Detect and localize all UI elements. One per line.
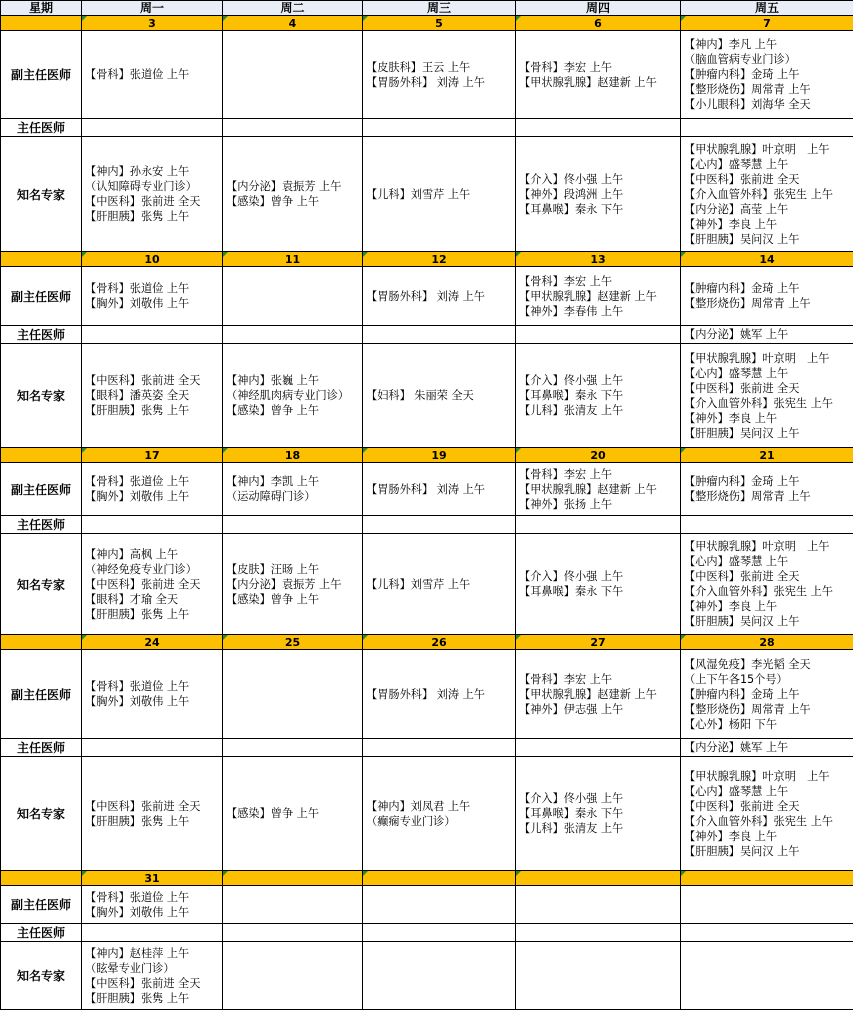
doctor-entry: 【肝胆胰】吴问汉 上午	[684, 426, 853, 441]
deputy-chief-role-label: 副主任医师	[1, 267, 82, 326]
schedule-cell	[516, 650, 681, 739]
schedule-cell	[82, 942, 223, 1010]
chief-row	[1, 516, 853, 534]
schedule-cell	[223, 326, 363, 344]
schedule-cell	[681, 650, 853, 739]
schedule-cell	[516, 326, 681, 344]
schedule-cell	[223, 757, 363, 871]
schedule-cell	[363, 739, 516, 757]
monday-header: 周一	[82, 1, 223, 16]
schedule-cell	[82, 326, 223, 344]
doctor-entry: 【内分泌】高莹 上午	[684, 202, 853, 217]
schedule-cell	[681, 516, 853, 534]
doctor-entry: 【儿科】张清友 上午	[519, 403, 680, 418]
schedule-cell	[681, 924, 853, 942]
doctor-entry: 【骨科】张道俭 上午	[85, 474, 222, 489]
doctor-entry: （癫痫专业门诊）	[366, 814, 515, 829]
schedule-cell	[82, 137, 223, 252]
date-cell	[681, 871, 853, 886]
doctor-entry: 【介入血管外科】张宪生 上午	[684, 814, 853, 829]
doctor-entry: 【心内】盛琴慧 上午	[684, 784, 853, 799]
doctor-entry: 【神内】赵桂萍 上午	[85, 946, 222, 961]
doctor-entry: （上下午各15个号）	[684, 672, 853, 687]
date-cell	[223, 871, 363, 886]
schedule-cell	[363, 924, 516, 942]
schedule-cell	[681, 137, 853, 252]
schedule-cell	[223, 344, 363, 448]
schedule-cell	[363, 344, 516, 448]
doctor-entry: 【骨科】李宏 上午	[519, 467, 680, 482]
doctor-entry: 【胸外】刘敬伟 上午	[85, 296, 222, 311]
date-cell: 20	[516, 448, 681, 463]
schedule-cell	[82, 119, 223, 137]
doctor-entry: 【神外】李良 上午	[684, 411, 853, 426]
schedule-cell	[363, 31, 516, 119]
chief-role-label: 主任医师	[1, 516, 82, 534]
doctor-entry: 【骨科】张道俭 上午	[85, 281, 222, 296]
doctor-entry: 【内分泌】袁振芳 上午	[226, 577, 362, 592]
schedule-cell	[363, 516, 516, 534]
doctor-entry: 【神外】李春伟 上午	[519, 304, 680, 319]
doctor-entry: 【胸外】刘敬伟 上午	[85, 694, 222, 709]
doctor-entry: 【中医科】张前进 全天	[85, 373, 222, 388]
doctor-entry: 【胸外】刘敬伟 上午	[85, 489, 222, 504]
doctor-entry: 【神外】伊志强 上午	[519, 702, 680, 717]
date-cell: 13	[516, 252, 681, 267]
doctor-entry: 【内分泌】姚军 上午	[684, 740, 853, 755]
deputy-chief-row	[1, 267, 853, 326]
schedule-cell	[516, 137, 681, 252]
schedule-cell	[82, 924, 223, 942]
date-cell: 12	[363, 252, 516, 267]
doctor-entry: 【甲状腺乳腺】赵建新 上午	[519, 75, 680, 90]
famous-expert-role-label: 知名专家	[1, 344, 82, 448]
schedule-cell	[681, 31, 853, 119]
doctor-entry: 【心内】盛琴慧 上午	[684, 157, 853, 172]
famous-expert-row	[1, 344, 853, 448]
date-row	[1, 635, 853, 650]
date-cell: 6	[516, 16, 681, 31]
famous-expert-row	[1, 534, 853, 635]
doctor-entry: 【肝胆胰】吴问汉 上午	[684, 844, 853, 859]
doctor-entry: 【肝胆胰】张隽 上午	[85, 814, 222, 829]
schedule-cell	[223, 137, 363, 252]
schedule-cell	[82, 739, 223, 757]
doctor-entry: 【感染】曾争 上午	[226, 403, 362, 418]
thursday-header: 周四	[516, 1, 681, 16]
doctor-entry: 【神外】李良 上午	[684, 599, 853, 614]
famous-expert-row	[1, 137, 853, 252]
doctor-entry: 【肝胆胰】张隽 上午	[85, 991, 222, 1006]
deputy-chief-row	[1, 31, 853, 119]
doctor-entry: 【肝胆胰】吴问汉 上午	[684, 232, 853, 247]
schedule-cell	[681, 739, 853, 757]
deputy-chief-role-label: 副主任医师	[1, 463, 82, 516]
deputy-chief-role-label: 副主任医师	[1, 650, 82, 739]
doctor-entry: 【介入血管外科】张宪生 上午	[684, 396, 853, 411]
deputy-chief-role-label: 副主任医师	[1, 886, 82, 924]
schedule-cell	[516, 886, 681, 924]
schedule-cell	[82, 344, 223, 448]
doctor-entry: （运动障碍门诊）	[226, 489, 362, 504]
schedule-cell	[363, 267, 516, 326]
doctor-entry: 【甲状腺乳腺】叶京明 上午	[684, 769, 853, 784]
doctor-entry: 【皮肤】汪旸 上午	[226, 562, 362, 577]
schedule-cell	[681, 534, 853, 635]
doctor-entry: 【介入】佟小强 上午	[519, 373, 680, 388]
schedule-cell	[223, 739, 363, 757]
tuesday-header: 周二	[223, 1, 363, 16]
doctor-entry: 【神外】李良 上午	[684, 217, 853, 232]
doctor-entry: 【中医科】张前进 全天	[85, 976, 222, 991]
date-cell: 11	[223, 252, 363, 267]
doctor-entry: 【小儿眼科】刘海华 全天	[684, 97, 853, 112]
doctor-entry: 【神内】孙永安 上午	[85, 164, 222, 179]
doctor-entry: 【骨科】张道俭 上午	[85, 890, 222, 905]
schedule-cell	[82, 534, 223, 635]
schedule-cell	[82, 463, 223, 516]
doctor-entry: 【介入】佟小强 上午	[519, 791, 680, 806]
famous-expert-role-label: 知名专家	[1, 534, 82, 635]
schedule-cell	[223, 267, 363, 326]
date-cell: 31	[82, 871, 223, 886]
schedule-cell	[516, 267, 681, 326]
doctor-entry: （脑血管病专业门诊）	[684, 52, 853, 67]
date-cell: 26	[363, 635, 516, 650]
schedule-cell	[82, 31, 223, 119]
schedule-cell	[681, 267, 853, 326]
doctor-entry: （认知障碍专业门诊）	[85, 179, 222, 194]
schedule-cell	[363, 463, 516, 516]
schedule-cell	[681, 344, 853, 448]
date-cell: 7	[681, 16, 853, 31]
date-cell: 14	[681, 252, 853, 267]
doctor-entry: 【整形烧伤】周常青 上午	[684, 82, 853, 97]
schedule-cell	[516, 924, 681, 942]
schedule-cell	[363, 137, 516, 252]
doctor-entry: （神经肌肉病专业门诊）	[226, 388, 362, 403]
doctor-entry: 【胸外】刘敬伟 上午	[85, 905, 222, 920]
schedule-cell	[363, 942, 516, 1010]
schedule-cell	[681, 463, 853, 516]
date-cell: 4	[223, 16, 363, 31]
doctor-entry: 【感染】曾争 上午	[226, 194, 362, 209]
schedule-cell	[363, 534, 516, 635]
doctor-entry: 【甲状腺乳腺】叶京明 上午	[684, 539, 853, 554]
doctor-entry: 【胃肠外科】 刘涛 上午	[366, 687, 515, 702]
famous-expert-role-label: 知名专家	[1, 757, 82, 871]
header-row	[1, 1, 853, 16]
schedule-cell	[82, 886, 223, 924]
doctor-entry: 【甲状腺乳腺】赵建新 上午	[519, 482, 680, 497]
date-row	[1, 252, 853, 267]
doctor-entry: 【整形烧伤】周常青 上午	[684, 702, 853, 717]
doctor-entry: 【神内】高枫 上午	[85, 547, 222, 562]
doctor-entry: 【甲状腺乳腺】叶京明 上午	[684, 351, 853, 366]
chief-role-label: 主任医师	[1, 119, 82, 137]
doctor-entry: 【心内】盛琴慧 上午	[684, 554, 853, 569]
schedule-cell	[516, 463, 681, 516]
schedule-cell	[223, 31, 363, 119]
doctor-entry: 【神内】李凡 上午	[684, 37, 853, 52]
schedule-cell	[681, 119, 853, 137]
doctor-entry: 【骨科】李宏 上午	[519, 60, 680, 75]
date-row-spacer	[1, 635, 82, 650]
date-cell: 3	[82, 16, 223, 31]
schedule-cell	[516, 534, 681, 635]
deputy-chief-row	[1, 650, 853, 739]
doctor-entry: 【中医科】张前进 全天	[85, 577, 222, 592]
doctor-entry: 【胃肠外科】 刘涛 上午	[366, 75, 515, 90]
doctor-entry: 【内分泌】袁振芳 上午	[226, 179, 362, 194]
date-cell: 18	[223, 448, 363, 463]
schedule-cell	[223, 516, 363, 534]
doctor-entry: 【肿瘤内科】金琦 上午	[684, 281, 853, 296]
schedule-cell	[516, 516, 681, 534]
doctor-entry: 【胃肠外科】 刘涛 上午	[366, 289, 515, 304]
doctor-entry: （眩晕专业门诊）	[85, 961, 222, 976]
doctor-entry: 【肿瘤内科】金琦 上午	[684, 474, 853, 489]
date-row-spacer	[1, 871, 82, 886]
doctor-entry: 【儿科】刘雪芹 上午	[366, 577, 515, 592]
schedule-cell	[82, 757, 223, 871]
doctor-entry: 【皮肤科】王云 上午	[366, 60, 515, 75]
doctor-entry: （神经免疫专业门诊）	[85, 562, 222, 577]
schedule-cell	[681, 326, 853, 344]
schedule-cell	[82, 267, 223, 326]
schedule-cell	[223, 942, 363, 1010]
date-row-spacer	[1, 252, 82, 267]
doctor-entry: 【眼科】才瑜 全天	[85, 592, 222, 607]
doctor-entry: 【神外】段鸿洲 上午	[519, 187, 680, 202]
schedule-cell	[516, 344, 681, 448]
doctor-entry: 【骨科】李宏 上午	[519, 672, 680, 687]
chief-role-label: 主任医师	[1, 924, 82, 942]
doctor-entry: 【神内】刘凤君 上午	[366, 799, 515, 814]
doctor-entry: 【耳鼻喉】秦永 下午	[519, 806, 680, 821]
date-row	[1, 16, 853, 31]
doctor-entry: 【肿瘤内科】金琦 上午	[684, 67, 853, 82]
schedule-cell	[363, 326, 516, 344]
schedule-cell	[516, 942, 681, 1010]
date-cell: 27	[516, 635, 681, 650]
doctor-entry: 【骨科】李宏 上午	[519, 274, 680, 289]
doctor-entry: 【介入血管外科】张宪生 上午	[684, 584, 853, 599]
date-cell: 21	[681, 448, 853, 463]
doctor-entry: 【介入血管外科】张宪生 上午	[684, 187, 853, 202]
doctor-entry: 【胃肠外科】 刘涛 上午	[366, 482, 515, 497]
schedule-cell	[82, 516, 223, 534]
doctor-entry: 【骨科】张道俭 上午	[85, 679, 222, 694]
doctor-entry: 【甲状腺乳腺】叶京明 上午	[684, 142, 853, 157]
doctor-entry: 【骨科】张道俭 上午	[85, 67, 222, 82]
doctor-entry: 【感染】曾争 上午	[226, 592, 362, 607]
date-cell: 24	[82, 635, 223, 650]
date-row-spacer	[1, 16, 82, 31]
doctor-entry: 【神外】张扬 上午	[519, 497, 680, 512]
doctor-entry: 【神外】李良 上午	[684, 829, 853, 844]
doctor-entry: 【神内】李凯 上午	[226, 474, 362, 489]
chief-row	[1, 739, 853, 757]
date-cell: 10	[82, 252, 223, 267]
date-cell	[363, 871, 516, 886]
schedule-cell	[363, 757, 516, 871]
doctor-entry: 【肝胆胰】张隽 上午	[85, 403, 222, 418]
doctor-entry: 【甲状腺乳腺】赵建新 上午	[519, 289, 680, 304]
date-row-spacer	[1, 448, 82, 463]
schedule-cell	[681, 757, 853, 871]
schedule-cell	[223, 119, 363, 137]
date-row	[1, 448, 853, 463]
deputy-chief-role-label: 副主任医师	[1, 31, 82, 119]
schedule-cell	[82, 650, 223, 739]
famous-expert-role-label: 知名专家	[1, 137, 82, 252]
date-cell: 19	[363, 448, 516, 463]
schedule-cell	[223, 534, 363, 635]
doctor-entry: 【肝胆胰】张隽 上午	[85, 209, 222, 224]
schedule-cell	[223, 463, 363, 516]
doctor-entry: 【整形烧伤】周常青 上午	[684, 489, 853, 504]
weekday-header: 星期	[1, 1, 82, 16]
doctor-entry: 【心内】盛琴慧 上午	[684, 366, 853, 381]
wednesday-header: 周三	[363, 1, 516, 16]
doctor-entry: 【儿科】刘雪芹 上午	[366, 187, 515, 202]
doctor-entry: 【儿科】张清友 上午	[519, 821, 680, 836]
chief-row	[1, 119, 853, 137]
doctor-entry: 【中医科】张前进 全天	[85, 799, 222, 814]
schedule-cell	[516, 739, 681, 757]
chief-role-label: 主任医师	[1, 326, 82, 344]
famous-expert-role-label: 知名专家	[1, 942, 82, 1010]
schedule-cell	[516, 757, 681, 871]
doctor-entry: 【耳鼻喉】秦永 下午	[519, 584, 680, 599]
famous-expert-row	[1, 942, 853, 1010]
date-cell: 17	[82, 448, 223, 463]
schedule-cell	[223, 650, 363, 739]
doctor-entry: 【心外】杨阳 下午	[684, 717, 853, 732]
deputy-chief-row	[1, 463, 853, 516]
doctor-entry: 【中医科】张前进 全天	[684, 569, 853, 584]
schedule-cell	[516, 119, 681, 137]
doctor-entry: 【介入】佟小强 上午	[519, 172, 680, 187]
doctor-entry: 【介入】佟小强 上午	[519, 569, 680, 584]
schedule-cell	[363, 119, 516, 137]
doctor-entry: 【风湿免疫】李光韬 全天	[684, 657, 853, 672]
famous-expert-row	[1, 757, 853, 871]
schedule-cell	[681, 942, 853, 1010]
doctor-entry: 【中医科】张前进 全天	[85, 194, 222, 209]
doctor-entry: 【肝胆胰】张隽 上午	[85, 607, 222, 622]
date-cell: 5	[363, 16, 516, 31]
schedule-cell	[363, 650, 516, 739]
schedule-cell	[516, 31, 681, 119]
schedule-cell	[223, 924, 363, 942]
date-cell	[516, 871, 681, 886]
doctor-entry: 【内分泌】姚军 上午	[684, 327, 853, 342]
doctor-entry: 【肿瘤内科】金琦 上午	[684, 687, 853, 702]
date-row	[1, 871, 853, 886]
doctor-entry: 【耳鼻喉】秦永 下午	[519, 202, 680, 217]
doctor-entry: 【耳鼻喉】秦永 下午	[519, 388, 680, 403]
chief-row	[1, 326, 853, 344]
doctor-entry: 【肝胆胰】吴问汉 上午	[684, 614, 853, 629]
friday-header: 周五	[681, 1, 853, 16]
doctor-entry: 【中医科】张前进 全天	[684, 381, 853, 396]
schedule-cell	[681, 886, 853, 924]
deputy-chief-row	[1, 886, 853, 924]
doctor-entry: 【整形烧伤】周常青 上午	[684, 296, 853, 311]
chief-role-label: 主任医师	[1, 739, 82, 757]
doctor-entry: 【眼科】潘英姿 全天	[85, 388, 222, 403]
doctor-entry: 【神内】张巍 上午	[226, 373, 362, 388]
doctor-entry: 【感染】曾争 上午	[226, 806, 362, 821]
chief-row	[1, 924, 853, 942]
date-cell: 28	[681, 635, 853, 650]
schedule-cell	[363, 886, 516, 924]
doctor-entry: 【中医科】张前进 全天	[684, 172, 853, 187]
schedule-cell	[223, 886, 363, 924]
doctor-entry: 【中医科】张前进 全天	[684, 799, 853, 814]
doctor-entry: 【甲状腺乳腺】赵建新 上午	[519, 687, 680, 702]
doctor-entry: 【妇科】 朱丽荣 全天	[366, 388, 515, 403]
date-cell: 25	[223, 635, 363, 650]
